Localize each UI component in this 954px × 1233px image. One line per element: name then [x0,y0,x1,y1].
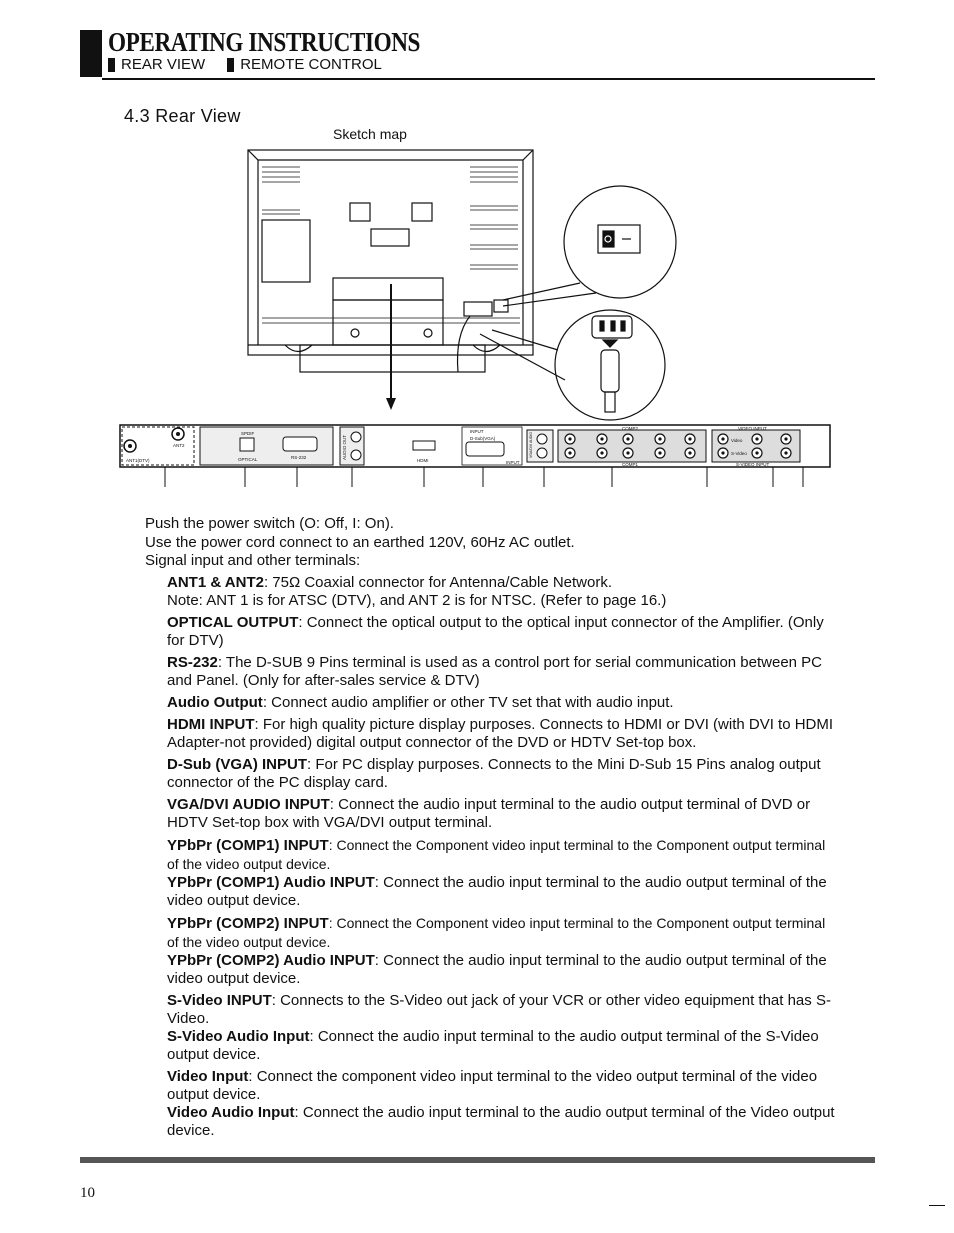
item-video: Video Input: Connect the component video input terminal to the video output terminal of the video output device. Video Audio Input: Connect the audio input terminal to the audio output terminal of the Video output device. [167,1068,835,1139]
label-comp2: COMP2 [622,426,639,431]
rca-jack-pin [658,451,661,454]
label-svideo-input: S-VIDEO INPUT [736,462,770,467]
section-title: 4.3 Rear View [124,106,241,126]
rca-jack-pin [784,437,787,440]
item-comp1-audio-label: YPbPr (COMP1) Audio INPUT [167,874,375,891]
label-dsub: D-Sub(VGA) [470,436,496,441]
item-hdmi: HDMI INPUT: For high quality picture display purposes. Connects to HDMI or DVI (with DVI to HDMI Adapter-not provided) digital output connector of the DVD or HDTV Set-top box. [167,716,834,751]
intro-line-power: Push the power switch (O: Off, I: On). [145,515,394,532]
label-ant1: ANT1(DTV) [126,458,150,463]
rca-jack-pin [688,451,691,454]
rear-view-diagram [0,0,954,500]
label-rs232: RS-232 [291,455,307,460]
rca-jack-pin [688,437,691,440]
intro-line-cord: Use the power cord connect to an earthed 120V, 60Hz AC outlet. [145,533,575,551]
label-comp1: COMP1 [622,462,639,467]
label-input-bottom: INPUT [506,460,520,465]
rca-jack-pin [626,451,629,454]
rca-jack-pin [721,437,724,440]
item-comp2-audio-label: YPbPr (COMP2) Audio INPUT [167,952,375,969]
item-dsub: D-Sub (VGA) INPUT: For PC display purposes. Connects to the Mini D-Sub 15 Pins analog output connector of the PC display card. [167,756,821,791]
tab-rear-view: REAR VIEW [108,56,205,73]
power-cord-zoom [555,310,665,420]
rca-jack-pin [568,437,571,440]
item-comp2: YPbPr (COMP2) INPUT: Connect the Component video input terminal to the Component output terminal of the video output device. YPbPr (COMP2) Audio INPUT: Connect the audio input terminal to the audio output terminal of the video output device. [167,915,827,987]
rca-jack-pin [568,451,571,454]
corner-mark [929,1205,945,1206]
rca-jack-pin [600,437,603,440]
item-audio-out: Audio Output: Connect audio amplifier or other TV set that with audio input. [167,694,674,711]
item-rs232: RS-232: The D-SUB 9 Pins terminal is used as a control port for serial communication between PC and Panel. (Only for after-sales service & DTV) [167,654,823,689]
label-audio-out: AUDIO OUT [342,434,347,460]
page-number: 10 [80,1185,95,1201]
item-ant-note: Note: ANT 1 is for ATSC (DTV), and ANT 2 is for NTSC. (Refer to page 16.) [167,592,667,609]
label-video-input: VIDEO INPUT [738,426,767,431]
rca-jack-pin [755,437,758,440]
label-svideo: S-Video [731,451,747,456]
terminal-descriptions [167,574,837,1144]
power-switch-zoom [564,186,676,298]
tab-remote-control: REMOTE CONTROL [227,56,382,73]
label-video: Video [731,438,743,443]
label-vga-audio: VGA/DVI AUDIO [529,431,533,458]
item-optical: OPTICAL OUTPUT: Connect the optical output to the optical input connector of the Amplifier. (Only for DTV) [167,614,824,649]
rca-jack-pin [755,451,758,454]
intro-line-signal: Signal input and other terminals: [145,552,361,569]
item-svideo: S-Video INPUT: Connects to the S-Video out jack of your VCR or other video equipment that has S-Video. S-Video Audio Input: Connect the audio input terminal to the audio output terminal of the S-Video output device. [167,992,831,1063]
label-hdmi: HDMI [417,458,429,463]
intro-text [145,515,575,571]
item-vga-audio: VGA/DVI AUDIO INPUT: Connect the audio input terminal to the audio output terminal of DVD or HDTV Set-top box with VGA/DVI output terminal. [167,796,811,831]
label-spdif: SPDIF [241,431,255,436]
label-optical: OPTICAL [238,457,258,462]
power-plug-icon [601,350,619,392]
rca-jack-pin [600,451,603,454]
footer-rule [80,1157,875,1163]
rca-jack-pin [658,437,661,440]
sketch-label: Sketch map [333,126,407,142]
item-ant: ANT1 & ANT2: 75Ω Coaxial connector for Antenna/Cable Network. Note: ANT 1 is for ATSC (DTV), and ANT 2 is for NTSC. (Refer to page 16.) [167,574,667,609]
item-video-audio-label: Video Audio Input [167,1104,295,1121]
page-title: OPERATING INSTRUCTIONS [108,27,421,57]
item-comp1: YPbPr (COMP1) INPUT: Connect the Component video input terminal to the Component output terminal of the video output device. YPbPr (COMP1) Audio INPUT: Connect the audio input terminal to the audio output terminal of the video output device. [167,837,827,909]
rca-jack-pin [626,437,629,440]
item-svideo-audio-label: S-Video Audio Input [167,1028,310,1045]
rca-jack-pin [784,451,787,454]
label-ant2: ANT2 [173,443,185,448]
rca-jack-pin [721,451,724,454]
label-input-top: INPUT [470,429,484,434]
